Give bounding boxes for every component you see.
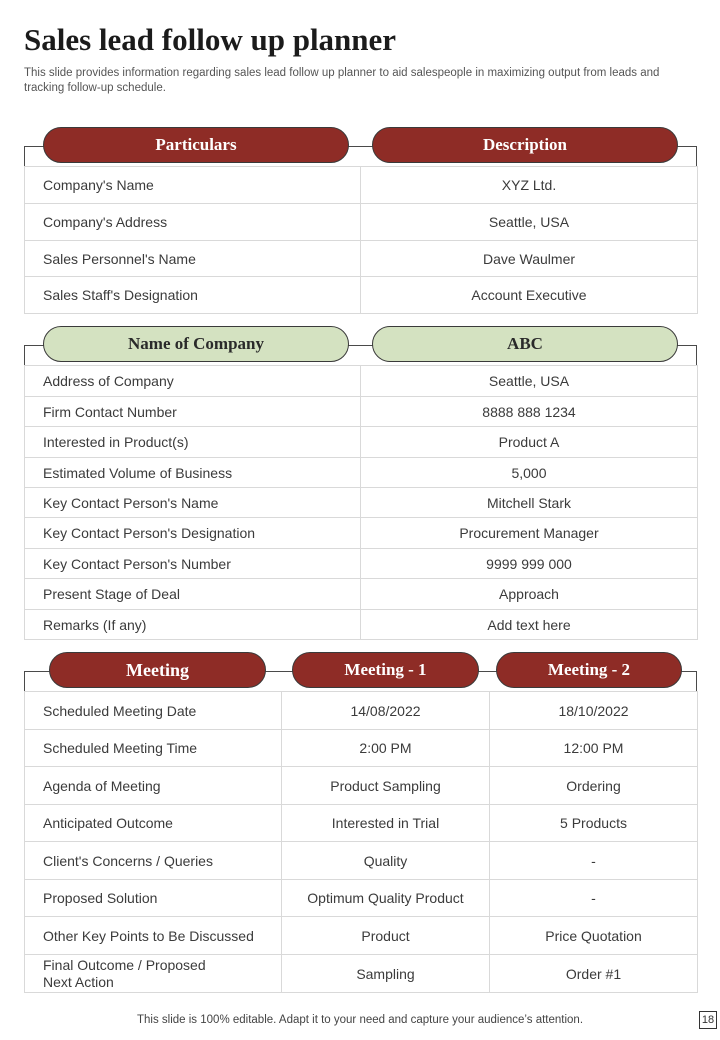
table-row [25, 458, 698, 488]
row-value: Dave Waulmer [361, 241, 698, 277]
row-label: Proposed Solution [25, 880, 282, 917]
table-row [25, 955, 698, 993]
row-value: Procurement Manager [361, 518, 698, 549]
table-row [25, 880, 698, 917]
company-value-header: ABC [372, 326, 678, 362]
row-label: Sales Personnel's Name [25, 241, 361, 277]
company-header-bar [24, 323, 697, 365]
row-value: Add text here [361, 610, 698, 640]
table-row [25, 730, 698, 767]
row-label: Sales Staff's Designation [25, 277, 361, 314]
row-value: Seattle, USA [361, 204, 698, 241]
table-row [25, 549, 698, 579]
row-value: 5,000 [361, 458, 698, 488]
row-value: Seattle, USA [361, 366, 698, 397]
meeting-1-value: Interested in Trial [282, 805, 490, 842]
row-label: Anticipated Outcome [25, 805, 282, 842]
row-label: Agenda of Meeting [25, 767, 282, 805]
table-row [25, 842, 698, 880]
row-value: Mitchell Stark [361, 488, 698, 518]
page-title: Sales lead follow up planner [24, 22, 397, 57]
row-value: 8888 888 1234 [361, 397, 698, 427]
row-label: Key Contact Person's Number [25, 549, 361, 579]
meeting-1-value: 2:00 PM [282, 730, 490, 767]
meeting-2-value: 5 Products [490, 805, 698, 842]
row-label: Address of Company [25, 366, 361, 397]
footer-note: This slide is 100% editable. Adapt it to your need and capture your audience’s attention. [136, 1014, 584, 1026]
meeting-2-value: 12:00 PM [490, 730, 698, 767]
row-value: Approach [361, 579, 698, 610]
table-row [25, 917, 698, 955]
row-label: Key Contact Person's Designation [25, 518, 361, 549]
table-row [25, 692, 698, 730]
table-row [25, 204, 698, 241]
particulars-table [24, 166, 698, 314]
company-section [24, 323, 697, 640]
row-label: Company's Name [25, 167, 361, 204]
row-value: Account Executive [361, 277, 698, 314]
meeting-2-value: - [490, 880, 698, 917]
particulars-section [24, 124, 697, 314]
table-row [25, 518, 698, 549]
meeting-section [24, 649, 697, 993]
meeting-2-value: 18/10/2022 [490, 692, 698, 730]
table-row [25, 366, 698, 397]
company-table [24, 365, 698, 640]
table-row [25, 397, 698, 427]
particulars-header: Particulars [43, 127, 349, 163]
meeting-1-value: Sampling [282, 955, 490, 993]
meeting-1-value: Product Sampling [282, 767, 490, 805]
meeting-1-value: Product [282, 917, 490, 955]
table-row [25, 579, 698, 610]
meeting-header-bar [24, 649, 697, 691]
row-value: 9999 999 000 [361, 549, 698, 579]
page-subtitle: This slide provides information regarding sales lead follow up planner to aid salespeople in maximizing output from leads and tracking follow-up schedule. [24, 67, 660, 94]
meeting-2-value: - [490, 842, 698, 880]
meeting-2-value: Ordering [490, 767, 698, 805]
row-label: Client's Concerns / Queries [25, 842, 282, 880]
table-row [25, 610, 698, 640]
table-row [25, 427, 698, 458]
table-row [25, 241, 698, 277]
row-label: Final Outcome / Proposed Next Action [25, 955, 282, 993]
table-row [25, 805, 698, 842]
meeting-2-header: Meeting - 2 [496, 652, 682, 688]
company-name-header: Name of Company [43, 326, 349, 362]
meeting-1-value: 14/08/2022 [282, 692, 490, 730]
row-label: Company's Address [25, 204, 361, 241]
row-label: Scheduled Meeting Time [25, 730, 282, 767]
page-number: 18 [699, 1011, 717, 1029]
table-row [25, 488, 698, 518]
table-row [25, 167, 698, 204]
row-value: XYZ Ltd. [361, 167, 698, 204]
meeting-2-value: Order #1 [490, 955, 698, 993]
row-label: Firm Contact Number [25, 397, 361, 427]
description-header: Description [372, 127, 678, 163]
row-value: Product A [361, 427, 698, 458]
row-label: Scheduled Meeting Date [25, 692, 282, 730]
meeting-2-value: Price Quotation [490, 917, 698, 955]
meeting-1-header: Meeting - 1 [292, 652, 479, 688]
meeting-1-value: Quality [282, 842, 490, 880]
row-label: Estimated Volume of Business [25, 458, 361, 488]
meeting-1-value: Optimum Quality Product [282, 880, 490, 917]
row-label: Other Key Points to Be Discussed [25, 917, 282, 955]
meeting-header: Meeting [49, 652, 266, 688]
meeting-table [24, 691, 698, 993]
row-label: Key Contact Person's Name [25, 488, 361, 518]
table-row [25, 277, 698, 314]
row-label: Interested in Product(s) [25, 427, 361, 458]
row-label: Present Stage of Deal [25, 579, 361, 610]
row-label: Remarks (If any) [25, 610, 361, 640]
particulars-header-bar [24, 124, 697, 166]
table-row [25, 767, 698, 805]
